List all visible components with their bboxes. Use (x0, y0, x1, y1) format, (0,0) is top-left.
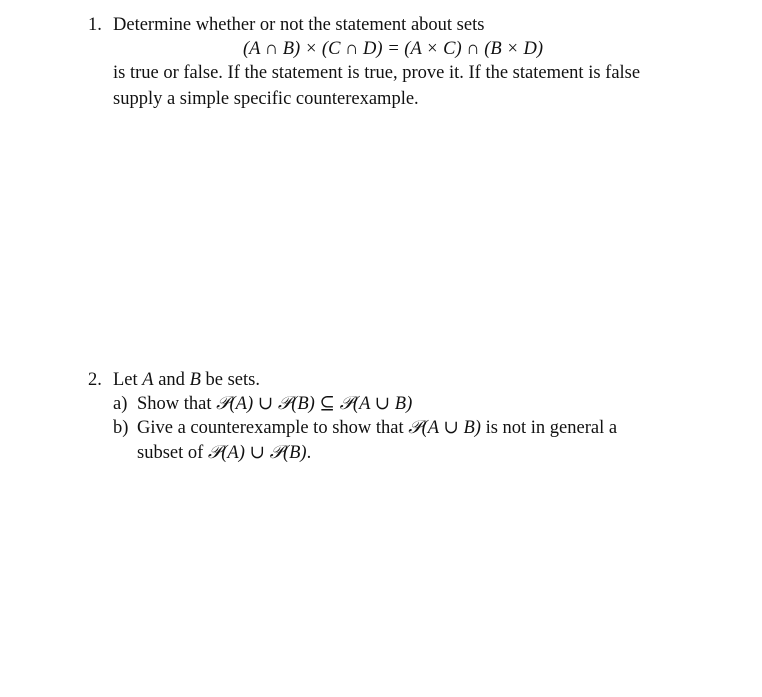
set-a: A (142, 370, 154, 390)
text: be sets. (200, 370, 260, 390)
math: 𝒫(A) ∪ 𝒫(B) ⊆ 𝒫(A ∪ B) (216, 394, 413, 414)
part-a-label: a) (113, 394, 128, 414)
part-a-text (137, 392, 412, 416)
problem-1-line-3: is true or false. If the statement is true, prove it. If the statement is false (113, 63, 641, 83)
text: . (306, 443, 312, 463)
text: subset of (137, 443, 208, 463)
math: 𝒫(A) ∪ 𝒫(B) (207, 443, 307, 463)
text: is not in general a (480, 418, 618, 438)
text: and (153, 370, 190, 390)
problem-1-line-4: supply a simple specific counterexample. (113, 89, 419, 109)
part-b-label: b) (113, 418, 129, 438)
math: 𝒫(A ∪ B) (408, 418, 481, 438)
problem-1-equation: (A ∩ B) × (C ∩ D) = (A × C) ∩ (B × D) (243, 39, 543, 59)
part-b-line-1 (137, 416, 617, 440)
text: Show that (137, 394, 217, 414)
text: Let (113, 370, 143, 390)
problem-1-line-1: Determine whether or not the statement about sets (113, 15, 485, 35)
problem-2-number: 2. (88, 370, 102, 390)
text: Give a counterexample to show that (137, 418, 409, 438)
set-b: B (189, 370, 201, 390)
part-b-line-2 (137, 441, 311, 465)
problem-2-intro (113, 368, 260, 392)
problem-1-number: 1. (88, 15, 102, 35)
